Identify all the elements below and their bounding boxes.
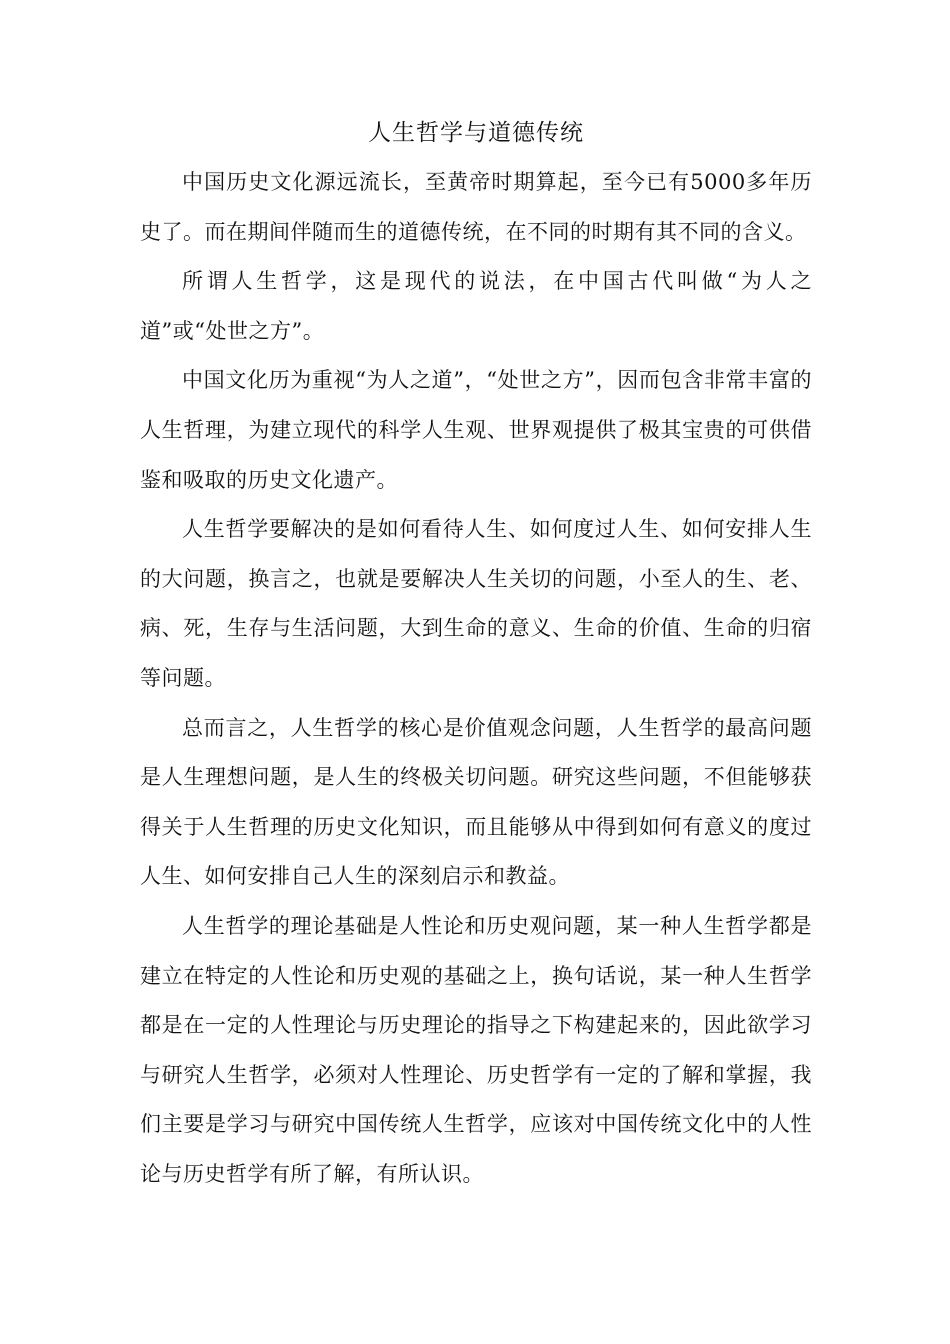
paragraph-3: 中国文化历为重视“为人之道”，“处世之方”，因而包含非常丰富的人生哲理，为建立现代的科学人生观、世界观提供了极其宝贵的可供借鉴和吸取的历史文化遗产。 (140, 368, 812, 492)
document-title: 人生哲学与道德传统 (368, 120, 584, 146)
paragraph-1: 中国历史文化源远流长，至黄帝时期算起，至今已有5000多年历史了。而在期间伴随而生的道德传统，在不同的时期有其不同的含义。 (140, 170, 812, 244)
document-body (140, 108, 812, 1199)
paragraph-5: 总而言之，人生哲学的核心是价值观念问题，人生哲学的最高问题是人生理想问题，是人生的终极关切问题。研究这些问题，不但能够获得关于人生哲理的历史文化知识，而且能够从中得到如何有意义的度过人生、如何安排自己人生的深刻启示和教益。 (140, 715, 812, 889)
paragraph-6: 人生哲学的理论基础是人性论和历史观问题，某一种人生哲学都是建立在特定的人性论和历史观的基础之上，换句话说，某一种人生哲学都是在一定的人性理论与历史理论的指导之下构建起来的，因此欲学习与研究人生哲学，必须对人性理论、历史哲学有一定的了解和掌握，我们主要是学习与研究中国传统人生哲学，应该对中国传统文化中的人性论与历史哲学有所了解，有所认识。 (140, 913, 812, 1186)
paragraph-2: 所谓人生哲学，这是现代的说法，在中国古代叫做“为人之道”或“处世之方”。 (140, 269, 812, 343)
paragraph-4: 人生哲学要解决的是如何看待人生、如何度过人生、如何安排人生的大问题，换言之，也就是要解决人生关切的问题，小至人的生、老、病、死，生存与生活问题，大到生命的意义、生命的价值、生命的归宿等问题。 (140, 517, 812, 690)
